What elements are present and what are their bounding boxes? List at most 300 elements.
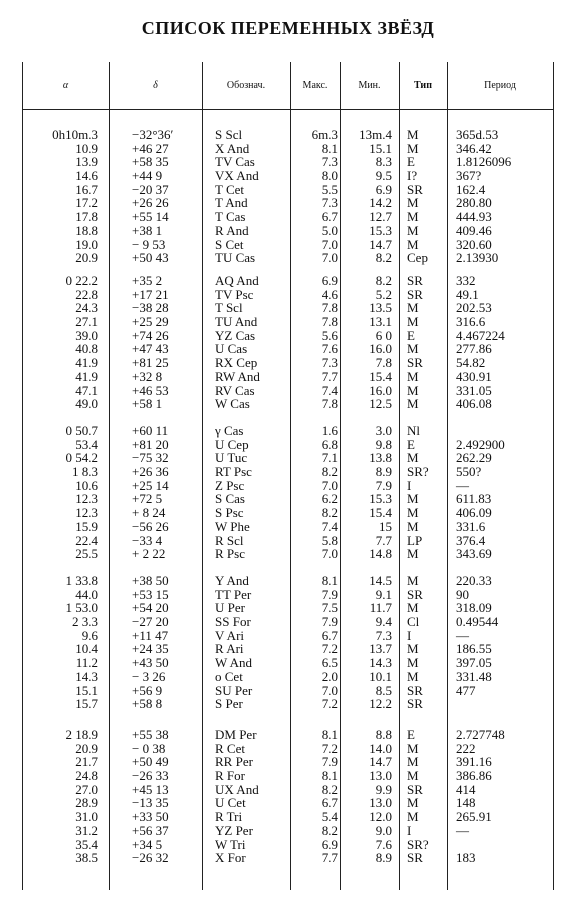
cell-dec: +26 36	[132, 464, 169, 480]
cell-dec: +25 29	[132, 314, 169, 330]
cell-max: 8.2	[321, 781, 338, 797]
cell-designation: W And	[215, 655, 252, 671]
cell-period: —	[456, 627, 469, 643]
cell-period: 4.467224	[456, 327, 505, 343]
cell-period: 2.492900	[456, 436, 505, 452]
cell-max: 7.0	[321, 477, 338, 493]
cell-min: 15.3	[369, 222, 392, 238]
cell-max: 6.7	[321, 627, 338, 643]
cell-max: 7.8	[321, 396, 338, 412]
cell-period: 54.82	[456, 355, 486, 371]
cell-dec: −27 20	[132, 614, 169, 630]
cell-designation: VX And	[215, 168, 259, 184]
cell-max: 6m.3	[311, 127, 338, 142]
cell-period: 183	[456, 850, 476, 866]
cell-ra: 35.4	[75, 836, 98, 852]
cell-type: M	[407, 668, 419, 684]
cell-period: 148	[456, 795, 476, 811]
cell-designation: R For	[215, 768, 245, 784]
cell-dec: +38 50	[132, 573, 169, 588]
cell-type: M	[407, 140, 419, 156]
cell-ra: 40.8	[75, 341, 98, 357]
header-type: Тип	[414, 80, 432, 91]
cell-period: 320.60	[456, 236, 492, 252]
cell-dec: +25 14	[132, 477, 169, 493]
cell-designation: RT Psc	[215, 464, 252, 480]
cell-min: 8.9	[375, 464, 392, 480]
cell-type: E	[407, 154, 415, 170]
table-row	[22, 451, 554, 465]
variable-stars-table	[22, 62, 554, 890]
cell-min: 12.5	[369, 396, 392, 412]
cell-ra: 15.7	[75, 696, 98, 712]
cell-period: 611.83	[456, 491, 492, 507]
cell-type: M	[407, 740, 419, 756]
cell-max: 7.3	[321, 195, 338, 211]
cell-max: 8.1	[321, 140, 338, 156]
cell-type: SR	[407, 696, 423, 712]
cell-min: 9.0	[375, 822, 392, 838]
cell-min: 6.9	[375, 181, 392, 197]
page-title: СПИСОК ПЕРЕМЕННЫХ ЗВЁЗД	[141, 18, 435, 38]
cell-designation: W Cas	[215, 396, 250, 412]
cell-type: M	[407, 314, 419, 330]
cell-type: M	[407, 795, 419, 811]
cell-ra: 0h10m.3	[52, 127, 98, 142]
cell-type: M	[407, 382, 419, 398]
cell-max: 7.2	[321, 696, 338, 712]
cell-max: 7.5	[321, 600, 338, 616]
table-row	[22, 155, 554, 169]
cell-max: 8.2	[321, 464, 338, 480]
cell-max: 7.2	[321, 740, 338, 756]
cell-designation: R Psc	[215, 546, 245, 562]
cell-designation: S Cet	[215, 236, 244, 252]
cell-dec: +32 8	[132, 368, 163, 384]
table-row	[22, 465, 554, 479]
cell-max: 7.8	[321, 314, 338, 330]
cell-designation: UX And	[215, 781, 259, 797]
table-row	[22, 479, 554, 493]
cell-dec: +47 43	[132, 341, 169, 357]
cell-type: M	[407, 655, 419, 671]
cell-ra: 24.3	[75, 300, 98, 316]
header-max: Макс.	[302, 80, 328, 91]
cell-min: 16.0	[369, 382, 392, 398]
cell-period: 90	[456, 586, 469, 602]
cell-dec: +56 9	[132, 682, 163, 698]
cell-ra: 31.2	[75, 822, 98, 838]
cell-ra: 27.0	[75, 781, 98, 797]
cell-period: 376.4	[456, 532, 486, 548]
table-row	[22, 142, 554, 156]
cell-max: 5.4	[321, 809, 338, 825]
table-row	[22, 601, 554, 615]
cell-designation: Y And	[215, 573, 249, 588]
table-row	[22, 851, 554, 865]
cell-designation: o Cet	[215, 668, 243, 684]
cell-ra: 24.8	[75, 768, 98, 784]
cell-period: 331.05	[456, 382, 492, 398]
cell-dec: − 9 53	[132, 236, 166, 252]
cell-ra: 49.0	[75, 396, 98, 412]
cell-designation: W Phe	[215, 518, 250, 534]
table-row	[22, 588, 554, 602]
cell-type: SR	[407, 850, 423, 866]
cell-designation: X And	[215, 140, 250, 156]
table-row	[22, 810, 554, 824]
cell-period: —	[456, 822, 469, 838]
cell-ra: 38.5	[75, 850, 98, 866]
cell-designation: RV Cas	[215, 382, 255, 398]
cell-ra: 1 8.3	[72, 464, 98, 480]
cell-designation: S Cas	[215, 491, 245, 507]
cell-designation: T Cet	[215, 181, 245, 197]
cell-period: 277.86	[456, 341, 492, 357]
cell-max: 7.7	[321, 850, 338, 866]
cell-type: M	[407, 641, 419, 657]
cell-ra: 12.3	[75, 505, 98, 521]
table-row	[22, 783, 554, 797]
cell-max: 8.1	[321, 573, 338, 588]
cell-max: 7.0	[321, 682, 338, 698]
cell-designation: R Ari	[215, 641, 244, 657]
cell-dec: +58 35	[132, 154, 169, 170]
cell-max: 7.0	[321, 250, 338, 266]
cell-ra: 41.9	[75, 368, 98, 384]
cell-min: 8.3	[375, 154, 392, 170]
cell-dec: +46 53	[132, 382, 169, 398]
cell-max: 5.0	[321, 222, 338, 238]
table-row	[22, 370, 554, 384]
cell-dec: +44 9	[132, 168, 163, 184]
cell-ra: 0 50.7	[65, 423, 98, 438]
cell-min: 12.0	[369, 809, 392, 825]
cell-period: 414	[456, 781, 476, 797]
cell-type: M	[407, 127, 419, 142]
cell-type: I	[407, 822, 412, 838]
cell-type: SR	[407, 682, 423, 698]
table-row	[22, 642, 554, 656]
cell-ra: 20.9	[75, 740, 98, 756]
cell-ra: 16.7	[75, 181, 98, 197]
cell-designation: YZ Cas	[215, 327, 256, 343]
cell-ra: 9.6	[81, 627, 98, 643]
cell-min: 14.2	[369, 195, 392, 211]
cell-designation: YZ Per	[215, 822, 253, 838]
cell-dec: +55 38	[132, 727, 169, 742]
cell-period: 391.16	[456, 754, 492, 770]
cell-type: SR	[407, 273, 423, 288]
cell-dec: −13 35	[132, 795, 169, 811]
cell-min: 7.8	[375, 355, 392, 371]
table-row	[22, 697, 554, 711]
cell-ra: 10.9	[75, 140, 98, 156]
cell-max: 5.8	[321, 532, 338, 548]
row-group	[22, 424, 554, 561]
cell-min: 9.8	[375, 436, 392, 452]
cell-type: I	[407, 477, 412, 493]
table-row	[22, 670, 554, 684]
cell-ra: 31.0	[75, 809, 98, 825]
cell-max: 1.6	[321, 423, 338, 438]
cell-min: 15.4	[369, 368, 392, 384]
cell-min: 13m.4	[359, 127, 392, 142]
cell-period: 202.53	[456, 300, 492, 316]
cell-min: 8.5	[375, 682, 392, 698]
cell-dec: +26 26	[132, 195, 169, 211]
cell-designation: S Per	[215, 696, 243, 712]
cell-period: 318.09	[456, 600, 492, 616]
cell-period: 265.91	[456, 809, 492, 825]
cell-max: 8.0	[321, 168, 338, 184]
cell-ra: 11.2	[75, 655, 98, 671]
table-row	[22, 342, 554, 356]
cell-ra: 39.0	[75, 327, 98, 343]
table-row	[22, 210, 554, 224]
table-row	[22, 438, 554, 452]
cell-period: 397.05	[456, 655, 492, 671]
cell-min: 7.7	[375, 532, 392, 548]
table-row	[22, 356, 554, 370]
cell-max: 6.2	[321, 491, 338, 507]
cell-min: 8.2	[375, 273, 392, 288]
cell-max: 6.8	[321, 436, 338, 452]
cell-min: 13.1	[369, 314, 392, 330]
cell-max: 7.3	[321, 355, 338, 371]
cell-max: 2.0	[321, 668, 338, 684]
cell-period: 1.8126096	[456, 154, 512, 170]
header-rule	[22, 109, 554, 110]
cell-designation: T And	[215, 195, 248, 211]
table-row	[22, 301, 554, 315]
cell-max: 7.9	[321, 586, 338, 602]
cell-dec: +72 5	[132, 491, 163, 507]
cell-type: M	[407, 450, 419, 466]
cell-min: 13.5	[369, 300, 392, 316]
cell-period: 332	[456, 273, 476, 288]
table-row	[22, 824, 554, 838]
cell-designation: TV Psc	[215, 286, 254, 302]
cell-dec: −56 26	[132, 518, 169, 534]
cell-ra: 22.4	[75, 532, 98, 548]
cell-designation: SS For	[215, 614, 251, 630]
cell-max: 4.6	[321, 286, 338, 302]
header-designation: Обознач.	[226, 80, 266, 91]
table-row	[22, 224, 554, 238]
cell-type: SR?	[407, 464, 429, 480]
cell-max: 5.6	[321, 327, 338, 343]
cell-type: I	[407, 627, 412, 643]
cell-type: M	[407, 341, 419, 357]
cell-ra: 17.8	[75, 209, 98, 225]
cell-min: 14.3	[369, 655, 392, 671]
cell-min: 3.0	[375, 423, 392, 438]
table-row	[22, 329, 554, 343]
cell-dec: −75 32	[132, 450, 169, 466]
table-row	[22, 251, 554, 265]
cell-designation: γ Cas	[215, 423, 244, 438]
cell-min: 13.0	[369, 795, 392, 811]
cell-type: Nl	[407, 423, 420, 438]
cell-max: 7.9	[321, 754, 338, 770]
cell-period: 162.4	[456, 181, 486, 197]
cell-dec: −26 33	[132, 768, 169, 784]
header-min: Мин.	[358, 80, 381, 91]
cell-min: 14.8	[369, 546, 392, 562]
cell-designation: TU Cas	[215, 250, 256, 266]
cell-dec: −26 32	[132, 850, 169, 866]
cell-min: 14.0	[369, 740, 392, 756]
cell-designation: T Cas	[215, 209, 246, 225]
cell-min: 5.2	[375, 286, 392, 302]
cell-type: E	[407, 727, 415, 742]
cell-min: 14.5	[369, 573, 392, 588]
cell-type: E	[407, 327, 415, 343]
cell-ra: 1 53.0	[65, 600, 98, 616]
cell-dec: +46 27	[132, 140, 169, 156]
cell-ra: 13.9	[75, 154, 98, 170]
cell-designation: Z Psc	[215, 477, 245, 493]
cell-designation: V Ari	[215, 627, 245, 643]
cell-ra: 27.1	[75, 314, 98, 330]
cell-type: M	[407, 236, 419, 252]
cell-period: 367?	[456, 168, 482, 184]
cell-min: 16.0	[369, 341, 392, 357]
table-row	[22, 629, 554, 643]
cell-type: SR	[407, 181, 423, 197]
cell-type: Cl	[407, 614, 420, 630]
cell-type: I?	[407, 168, 418, 184]
cell-dec: − 3 26	[132, 668, 166, 684]
cell-designation: RW And	[215, 368, 260, 384]
header-period: Период	[484, 80, 516, 91]
cell-dec: +74 26	[132, 327, 169, 343]
cell-min: 13.7	[369, 641, 392, 657]
cell-period: 331.48	[456, 668, 492, 684]
cell-dec: +33 50	[132, 809, 169, 825]
cell-period: 430.91	[456, 368, 492, 384]
cell-dec: −33 4	[132, 532, 163, 548]
cell-type: SR	[407, 286, 423, 302]
table-row	[22, 755, 554, 769]
cell-ra: 25.5	[75, 546, 98, 562]
cell-dec: + 8 24	[132, 505, 166, 521]
cell-min: 7.9	[375, 477, 392, 493]
cell-dec: +11 47	[132, 627, 169, 643]
cell-designation: W Tri	[215, 836, 246, 852]
cell-ra: 15.9	[75, 518, 98, 534]
cell-min: 14.7	[369, 754, 392, 770]
cell-ra: 15.1	[75, 682, 98, 698]
cell-min: 8.2	[375, 250, 392, 266]
cell-ra: 18.8	[75, 222, 98, 238]
cell-designation: U Cet	[215, 795, 246, 811]
cell-designation: SU Per	[215, 682, 253, 698]
cell-dec: +50 49	[132, 754, 169, 770]
table-row	[22, 384, 554, 398]
cell-max: 8.2	[321, 505, 338, 521]
cell-min: 9.1	[375, 586, 392, 602]
cell-ra: 19.0	[75, 236, 98, 252]
cell-ra: 44.0	[75, 586, 98, 602]
cell-min: 15.1	[369, 140, 392, 156]
header-dec: δ	[153, 80, 158, 91]
cell-dec: +81 20	[132, 436, 169, 452]
cell-max: 7.7	[321, 368, 338, 384]
cell-type: SR?	[407, 836, 429, 852]
cell-ra: 2 3.3	[72, 614, 98, 630]
cell-dec: +50 43	[132, 250, 169, 266]
cell-period: 386.86	[456, 768, 492, 784]
cell-designation: U Cep	[215, 436, 249, 452]
cell-ra: 0 54.2	[65, 450, 98, 466]
cell-type: E	[407, 436, 415, 452]
cell-period: 49.1	[456, 286, 479, 302]
cell-type: M	[407, 600, 419, 616]
cell-dec: +34 5	[132, 836, 163, 852]
table-row	[22, 315, 554, 329]
table-row	[22, 424, 554, 438]
cell-period: 222	[456, 740, 476, 756]
cell-period: 343.69	[456, 546, 492, 562]
row-group	[22, 128, 554, 265]
cell-period: —	[456, 477, 469, 493]
cell-period: 444.93	[456, 209, 492, 225]
table-row	[22, 492, 554, 506]
cell-min: 9.5	[375, 168, 392, 184]
cell-min: 13.8	[369, 450, 392, 466]
cell-designation: DM Per	[215, 727, 257, 742]
cell-max: 7.0	[321, 236, 338, 252]
cell-period: 477	[456, 682, 476, 698]
cell-designation: U Tuc	[215, 450, 248, 466]
cell-period: 331.6	[456, 518, 486, 534]
cell-min: 14.7	[369, 236, 392, 252]
cell-min: 12.2	[369, 696, 392, 712]
cell-dec: +24 35	[132, 641, 169, 657]
cell-max: 7.0	[321, 546, 338, 562]
cell-max: 7.8	[321, 300, 338, 316]
cell-min: 8.8	[375, 727, 392, 742]
table-row	[22, 288, 554, 302]
cell-period: 186.55	[456, 641, 492, 657]
cell-max: 7.3	[321, 154, 338, 170]
cell-period: 346.42	[456, 140, 492, 156]
table-row	[22, 128, 554, 142]
cell-designation: R Scl	[215, 532, 244, 548]
cell-max: 5.5	[321, 181, 338, 197]
cell-min: 7.6	[375, 836, 392, 852]
cell-type: SR	[407, 586, 423, 602]
table-row	[22, 838, 554, 852]
table-row	[22, 169, 554, 183]
cell-period: 365d.53	[456, 127, 499, 142]
cell-max: 7.4	[321, 382, 338, 398]
cell-dec: +81 25	[132, 355, 169, 371]
cell-designation: TU And	[215, 314, 258, 330]
cell-period: 550?	[456, 464, 482, 480]
table-row	[22, 274, 554, 288]
cell-designation: T Scl	[215, 300, 243, 316]
cell-type: M	[407, 768, 419, 784]
cell-type: M	[407, 222, 419, 238]
cell-min: 10.1	[369, 668, 392, 684]
cell-designation: AQ And	[215, 273, 259, 288]
table-row	[22, 547, 554, 561]
cell-ra: 0 22.2	[65, 273, 98, 288]
cell-type: M	[407, 505, 419, 521]
